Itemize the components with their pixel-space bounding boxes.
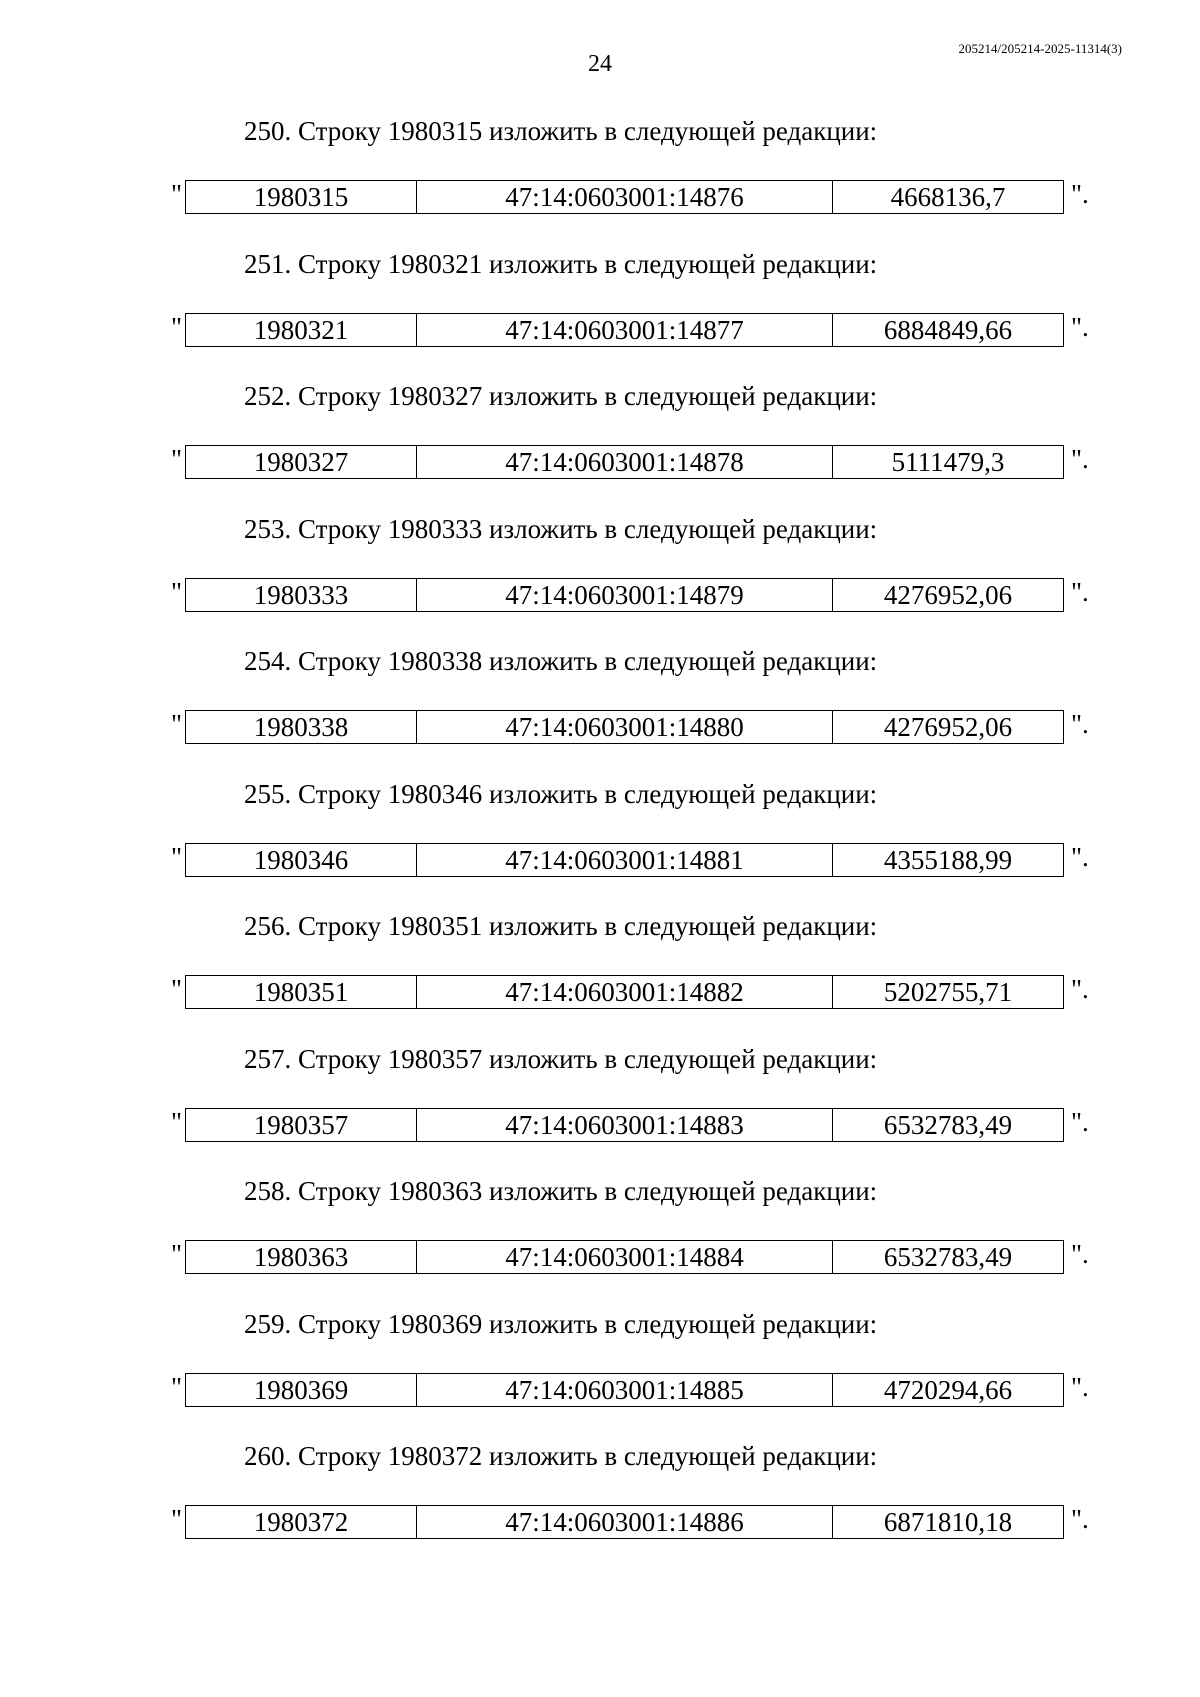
value-cell: 5202755,71: [833, 976, 1064, 1009]
amendment-instruction: 257. Строку 1980357 изложить в следующей редакции:: [244, 1043, 878, 1074]
amendment-entry: [0, 511, 1200, 644]
value-cell: 4276952,06: [833, 711, 1064, 744]
amendment-instruction: 255. Строку 1980346 изложить в следующей редакции:: [244, 778, 878, 809]
closing-quote: ".: [1071, 841, 1089, 872]
cadastral-number-cell: 47:14:0603001:14886: [417, 1506, 833, 1539]
amended-row-table: [185, 313, 1064, 347]
row-number-cell: 1980372: [186, 1506, 417, 1539]
amended-row-table: [185, 445, 1064, 479]
row-number-cell: 1980363: [186, 1241, 417, 1274]
cadastral-number-cell: 47:14:0603001:14882: [417, 976, 833, 1009]
amendment-entry: [0, 113, 1200, 246]
amendment-instruction: 256. Строку 1980351 изложить в следующей редакции:: [244, 911, 878, 941]
amended-row-table: [185, 180, 1064, 214]
closing-quote: ".: [1071, 1371, 1089, 1402]
amended-row-table: [185, 1373, 1064, 1407]
value-cell: 6884849,66: [833, 313, 1064, 346]
value-cell: 4668136,7: [833, 181, 1064, 214]
row-number-cell: 1980369: [186, 1373, 417, 1406]
closing-quote: ".: [1071, 974, 1089, 1004]
amendment-entry: [0, 378, 1200, 511]
row-number-cell: 1980327: [186, 446, 417, 479]
closing-quote: ".: [1071, 709, 1089, 739]
closing-quote: ".: [1071, 1239, 1089, 1269]
value-cell: 4720294,66: [833, 1373, 1064, 1406]
row-number-cell: 1980321: [186, 313, 417, 346]
amendment-instruction: 252. Строку 1980327 изложить в следующей редакции:: [244, 381, 878, 411]
document-code: 205214/205214-2025-11314(3): [958, 41, 1122, 56]
cadastral-number-cell: 47:14:0603001:14884: [417, 1241, 833, 1274]
amendment-entry: [0, 908, 1200, 1041]
closing-quote: ".: [1071, 444, 1089, 474]
amendment-list: [0, 113, 1200, 1571]
closing-quote: ".: [1071, 576, 1089, 607]
cadastral-number-cell: 47:14:0603001:14883: [417, 1108, 833, 1141]
amendment-instruction: 251. Строку 1980321 изложить в следующей редакции:: [244, 248, 878, 279]
opening-quote: ": [171, 709, 183, 739]
cadastral-number-cell: 47:14:0603001:14878: [417, 446, 833, 479]
opening-quote: ": [171, 311, 183, 342]
amendment-entry: [0, 1306, 1200, 1439]
cadastral-number-cell: 47:14:0603001:14879: [417, 578, 833, 611]
row-number-cell: 1980351: [186, 976, 417, 1009]
closing-quote: ".: [1071, 179, 1089, 209]
amended-row-table: [185, 1505, 1064, 1539]
value-cell: 6871810,18: [833, 1506, 1064, 1539]
opening-quote: ": [171, 974, 183, 1004]
row-number-cell: 1980346: [186, 843, 417, 876]
row-number-cell: 1980333: [186, 578, 417, 611]
amended-row-table: [185, 843, 1064, 877]
amended-row-table: [185, 578, 1064, 612]
amendment-instruction: 254. Строку 1980338 изложить в следующей редакции:: [244, 646, 878, 676]
amended-row-table: [185, 975, 1064, 1009]
amendment-instruction: 253. Строку 1980333 изложить в следующей редакции:: [244, 513, 878, 544]
opening-quote: ": [171, 576, 183, 607]
closing-quote: ".: [1071, 311, 1089, 342]
amendment-entry: [0, 246, 1200, 379]
amendment-entry: [0, 1438, 1200, 1571]
amendment-entry: [0, 776, 1200, 909]
cadastral-number-cell: 47:14:0603001:14881: [417, 843, 833, 876]
row-number-cell: 1980357: [186, 1108, 417, 1141]
amended-row-table: [185, 1240, 1064, 1274]
opening-quote: ": [171, 841, 183, 872]
opening-quote: ": [171, 1371, 183, 1402]
amendment-instruction: 259. Строку 1980369 изложить в следующей редакции:: [244, 1308, 878, 1339]
amended-row-table: [185, 1108, 1064, 1142]
value-cell: 5111479,3: [833, 446, 1064, 479]
amendment-entry: [0, 643, 1200, 776]
cadastral-number-cell: 47:14:0603001:14885: [417, 1373, 833, 1406]
opening-quote: ": [171, 1504, 183, 1534]
cadastral-number-cell: 47:14:0603001:14876: [417, 181, 833, 214]
page-number: 24: [588, 51, 612, 77]
closing-quote: ".: [1071, 1504, 1089, 1534]
amendment-entry: [0, 1173, 1200, 1306]
amendment-instruction: 260. Строку 1980372 изложить в следующей редакции:: [244, 1441, 878, 1471]
amended-row-table: [185, 710, 1064, 744]
value-cell: 6532783,49: [833, 1108, 1064, 1141]
cadastral-number-cell: 47:14:0603001:14877: [417, 313, 833, 346]
row-number-cell: 1980338: [186, 711, 417, 744]
amendment-entry: [0, 1041, 1200, 1174]
value-cell: 4276952,06: [833, 578, 1064, 611]
closing-quote: ".: [1071, 1106, 1089, 1137]
value-cell: 4355188,99: [833, 843, 1064, 876]
amendment-instruction: 258. Строку 1980363 изложить в следующей редакции:: [244, 1176, 878, 1206]
amendment-instruction: 250. Строку 1980315 изложить в следующей редакции:: [244, 116, 878, 146]
opening-quote: ": [171, 444, 183, 474]
row-number-cell: 1980315: [186, 181, 417, 214]
cadastral-number-cell: 47:14:0603001:14880: [417, 711, 833, 744]
opening-quote: ": [171, 179, 183, 209]
opening-quote: ": [171, 1106, 183, 1137]
opening-quote: ": [171, 1239, 183, 1269]
value-cell: 6532783,49: [833, 1241, 1064, 1274]
